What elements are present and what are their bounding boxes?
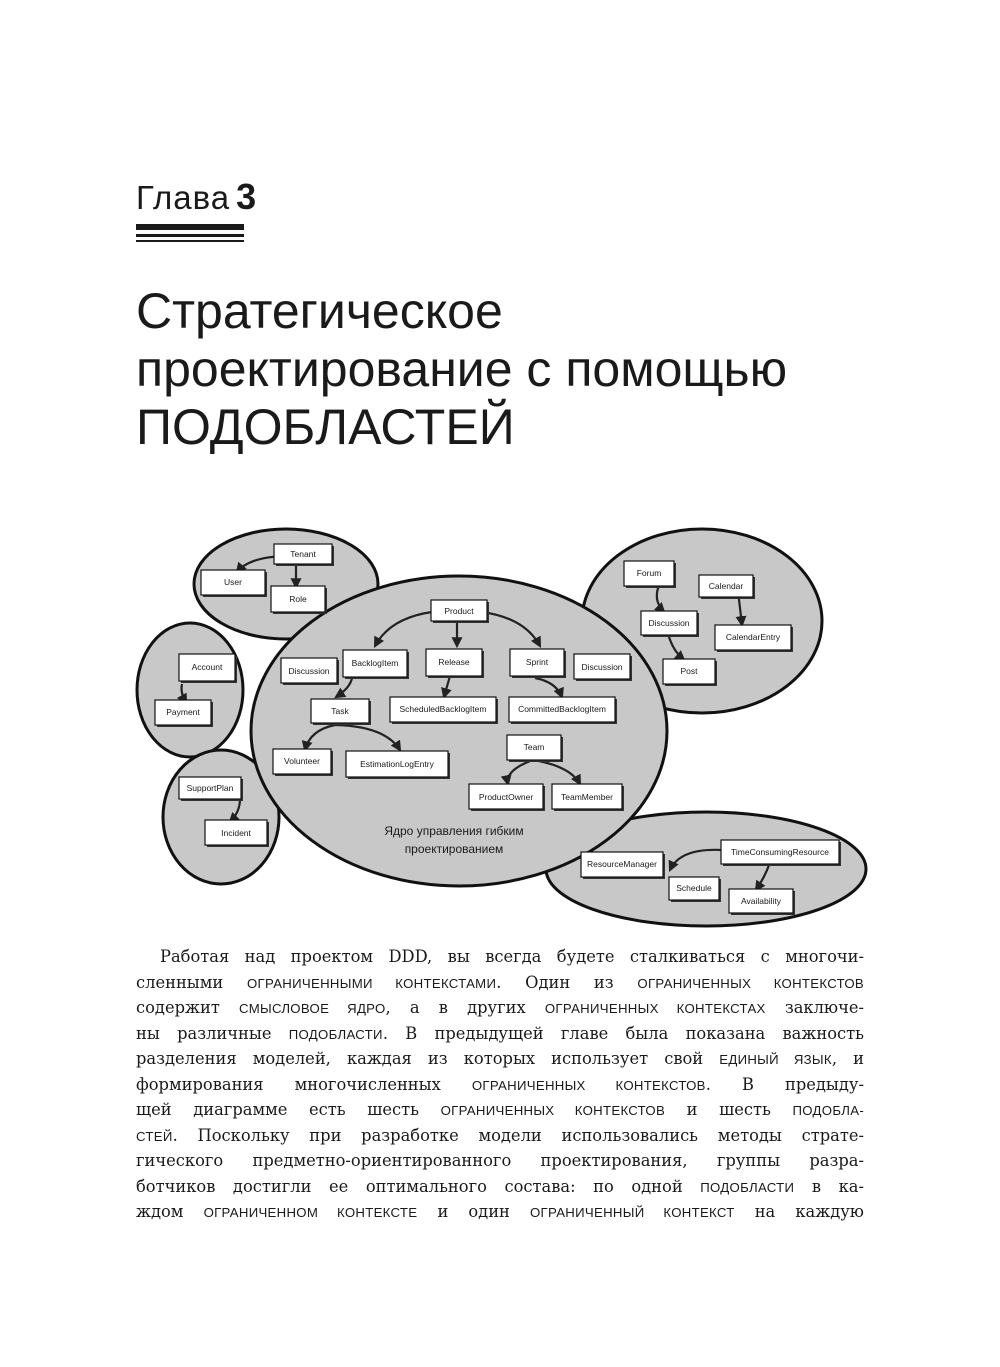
box-task [311, 699, 371, 725]
box-scheduled-backlog-item [390, 697, 498, 724]
box-discussion-left [281, 658, 339, 685]
body-text-run: сленными [136, 972, 247, 992]
body-text-run: и шесть [665, 1100, 793, 1119]
chapter-word: Глава [136, 179, 231, 216]
box-team-member [552, 784, 624, 811]
term-smallcaps: ОГРАНИЧЕННОМ КОНТЕКСТЕ [203, 1205, 418, 1220]
svg-text:CalendarEntry: CalendarEntry [725, 632, 781, 642]
body-line [136, 1097, 864, 1123]
box-support-plan [179, 777, 243, 801]
body-text-run: , а в других [385, 998, 545, 1017]
body-line [136, 1072, 864, 1098]
box-calendar-entry [715, 625, 793, 652]
box-committed-backlog-item [509, 697, 617, 724]
body-line [136, 1148, 864, 1174]
body-line [136, 944, 864, 970]
body-line [136, 970, 864, 996]
body-text-run: , и [831, 1049, 864, 1068]
svg-text:ProductOwner: ProductOwner [478, 792, 534, 802]
svg-text:ScheduledBacklogItem: ScheduledBacklogItem [399, 704, 487, 714]
svg-text:Volunteer: Volunteer [284, 756, 320, 766]
svg-text:SupportPlan: SupportPlan [186, 783, 234, 793]
svg-text:Schedule: Schedule [676, 883, 712, 893]
chapter-title-line: проектирование с помощью [136, 341, 788, 397]
body-text-run: гического предметно-ориентированного проектирования, группы разра- [136, 1151, 864, 1170]
chapter-title-line: Стратегическое [136, 283, 503, 339]
term-smallcaps: СТЕЙ [136, 1128, 173, 1144]
box-calendar [699, 575, 755, 599]
body-text-run: . В предыдущей главе была показана важность [382, 1023, 864, 1043]
box-estimation-log-entry [346, 751, 450, 779]
body-text-run: ботчиков достигли ее оптимального состава: по одной [136, 1176, 701, 1196]
box-forum [624, 561, 676, 588]
box-payment [155, 700, 213, 727]
body-line [136, 995, 864, 1021]
box-discussion-collab [641, 611, 699, 637]
svg-text:Team: Team [523, 742, 545, 752]
term-smallcaps: ЕДИНЫЙ ЯЗЫК [719, 1052, 832, 1067]
svg-text:EstimationLogEntry: EstimationLogEntry [360, 759, 434, 769]
box-schedule [669, 877, 721, 902]
svg-text:Discussion: Discussion [581, 662, 623, 672]
svg-text:Discussion: Discussion [288, 666, 330, 676]
billing-subdomain-ellipse [137, 623, 243, 757]
svg-text:ResourceManager: ResourceManager [587, 859, 657, 869]
body-line [136, 1046, 864, 1072]
term-smallcaps: ОГРАНИЧЕННЫЙ КОНТЕКСТ [530, 1205, 735, 1220]
body-text-run: на каждую [734, 1202, 864, 1221]
box-release [426, 649, 484, 678]
term-smallcaps: ОГРАНИЧЕННЫМИ КОНТЕКСТАМИ [247, 975, 497, 991]
box-availability [729, 889, 795, 915]
svg-text:Sprint: Sprint [525, 657, 549, 667]
box-team [507, 735, 563, 762]
body-line [136, 1199, 864, 1225]
box-resource-manager [581, 852, 665, 879]
box-role [271, 586, 327, 614]
box-incident [205, 820, 269, 847]
body-text-run: . Один из [496, 972, 638, 992]
svg-text:Tenant: Tenant [290, 549, 316, 559]
body-text-run: в ка- [794, 1176, 864, 1196]
chapter-title-line: ПОДОБЛАСТЕЙ [136, 399, 515, 455]
svg-text:Role: Role [289, 594, 307, 604]
svg-text:Incident: Incident [221, 828, 251, 838]
body-paragraph [136, 944, 864, 1225]
svg-text:User: User [224, 577, 242, 587]
term-smallcaps: ОГРАНИЧЕННЫХ КОНТЕКСТОВ [440, 1103, 666, 1118]
box-discussion-right [574, 654, 632, 681]
svg-text:BacklogItem: BacklogItem [351, 658, 399, 668]
svg-text:Calendar: Calendar [708, 581, 744, 591]
svg-text:CommittedBacklogItem: CommittedBacklogItem [518, 704, 606, 714]
body-text-run: ны различные [136, 1023, 289, 1043]
body-text-run: заключе- [765, 998, 865, 1017]
svg-text:Payment: Payment [166, 707, 200, 717]
core-caption-line-1: Ядро управления гибким [384, 824, 524, 838]
svg-text:Post: Post [680, 666, 698, 676]
term-smallcaps: ПОДОБЛАСТИ [700, 1179, 795, 1195]
body-text-run: . Поскольку при разработке модели использовались методы страте- [172, 1125, 864, 1145]
core-caption-line-2: проектированием [404, 842, 504, 856]
box-time-consuming-resource [721, 840, 841, 866]
svg-text:TimeConsumingResource: TimeConsumingResource [731, 847, 829, 857]
term-smallcaps: ПОДОБЛАСТИ [288, 1026, 383, 1042]
box-sprint [510, 649, 566, 678]
box-account [179, 654, 237, 683]
body-line [136, 1123, 864, 1149]
body-text-run: ждом [136, 1202, 204, 1221]
box-user [201, 570, 267, 597]
svg-text:Product: Product [444, 606, 474, 616]
body-text-run: формирования многочисленных [136, 1074, 472, 1094]
svg-text:Availability: Availability [740, 896, 782, 906]
term-smallcaps: СМЫСЛОВОЕ ЯДРО [239, 1001, 386, 1016]
box-product-owner [469, 784, 545, 811]
box-post [663, 659, 717, 686]
body-text-run: и один [417, 1202, 530, 1221]
svg-text:Task: Task [331, 706, 349, 716]
chapter-number: 3 [236, 176, 258, 217]
body-text-run: щей диаграмме есть шесть [136, 1100, 441, 1119]
svg-text:TeamMember: TeamMember [561, 792, 613, 802]
box-backlog-item [343, 650, 409, 679]
box-volunteer [273, 749, 333, 776]
body-line [136, 1021, 864, 1047]
term-smallcaps: ОГРАНИЧЕННЫХ КОНТЕКСТАХ [544, 1001, 766, 1016]
body-text-run: разделения моделей, каждая из которых использует свой [136, 1049, 720, 1068]
box-tenant [274, 544, 334, 566]
svg-text:Discussion: Discussion [648, 618, 690, 628]
term-smallcaps: ОГРАНИЧЕННЫХ КОНТЕКСТОВ [637, 975, 865, 991]
body-text-run: Работая над проектом DDD, вы всегда будете сталкиваться с многочи- [160, 947, 864, 966]
body-text-run: . В предыду- [705, 1074, 864, 1094]
body-line [136, 1174, 864, 1200]
term-smallcaps: ОГРАНИЧЕННЫХ КОНТЕКСТОВ [471, 1077, 706, 1093]
body-text-run: содержит [136, 998, 240, 1017]
svg-text:Account: Account [191, 662, 223, 672]
box-product [431, 600, 489, 623]
svg-text:Release: Release [438, 657, 470, 667]
term-smallcaps: ПОДОБЛА- [792, 1103, 865, 1118]
svg-text:Forum: Forum [636, 568, 662, 578]
